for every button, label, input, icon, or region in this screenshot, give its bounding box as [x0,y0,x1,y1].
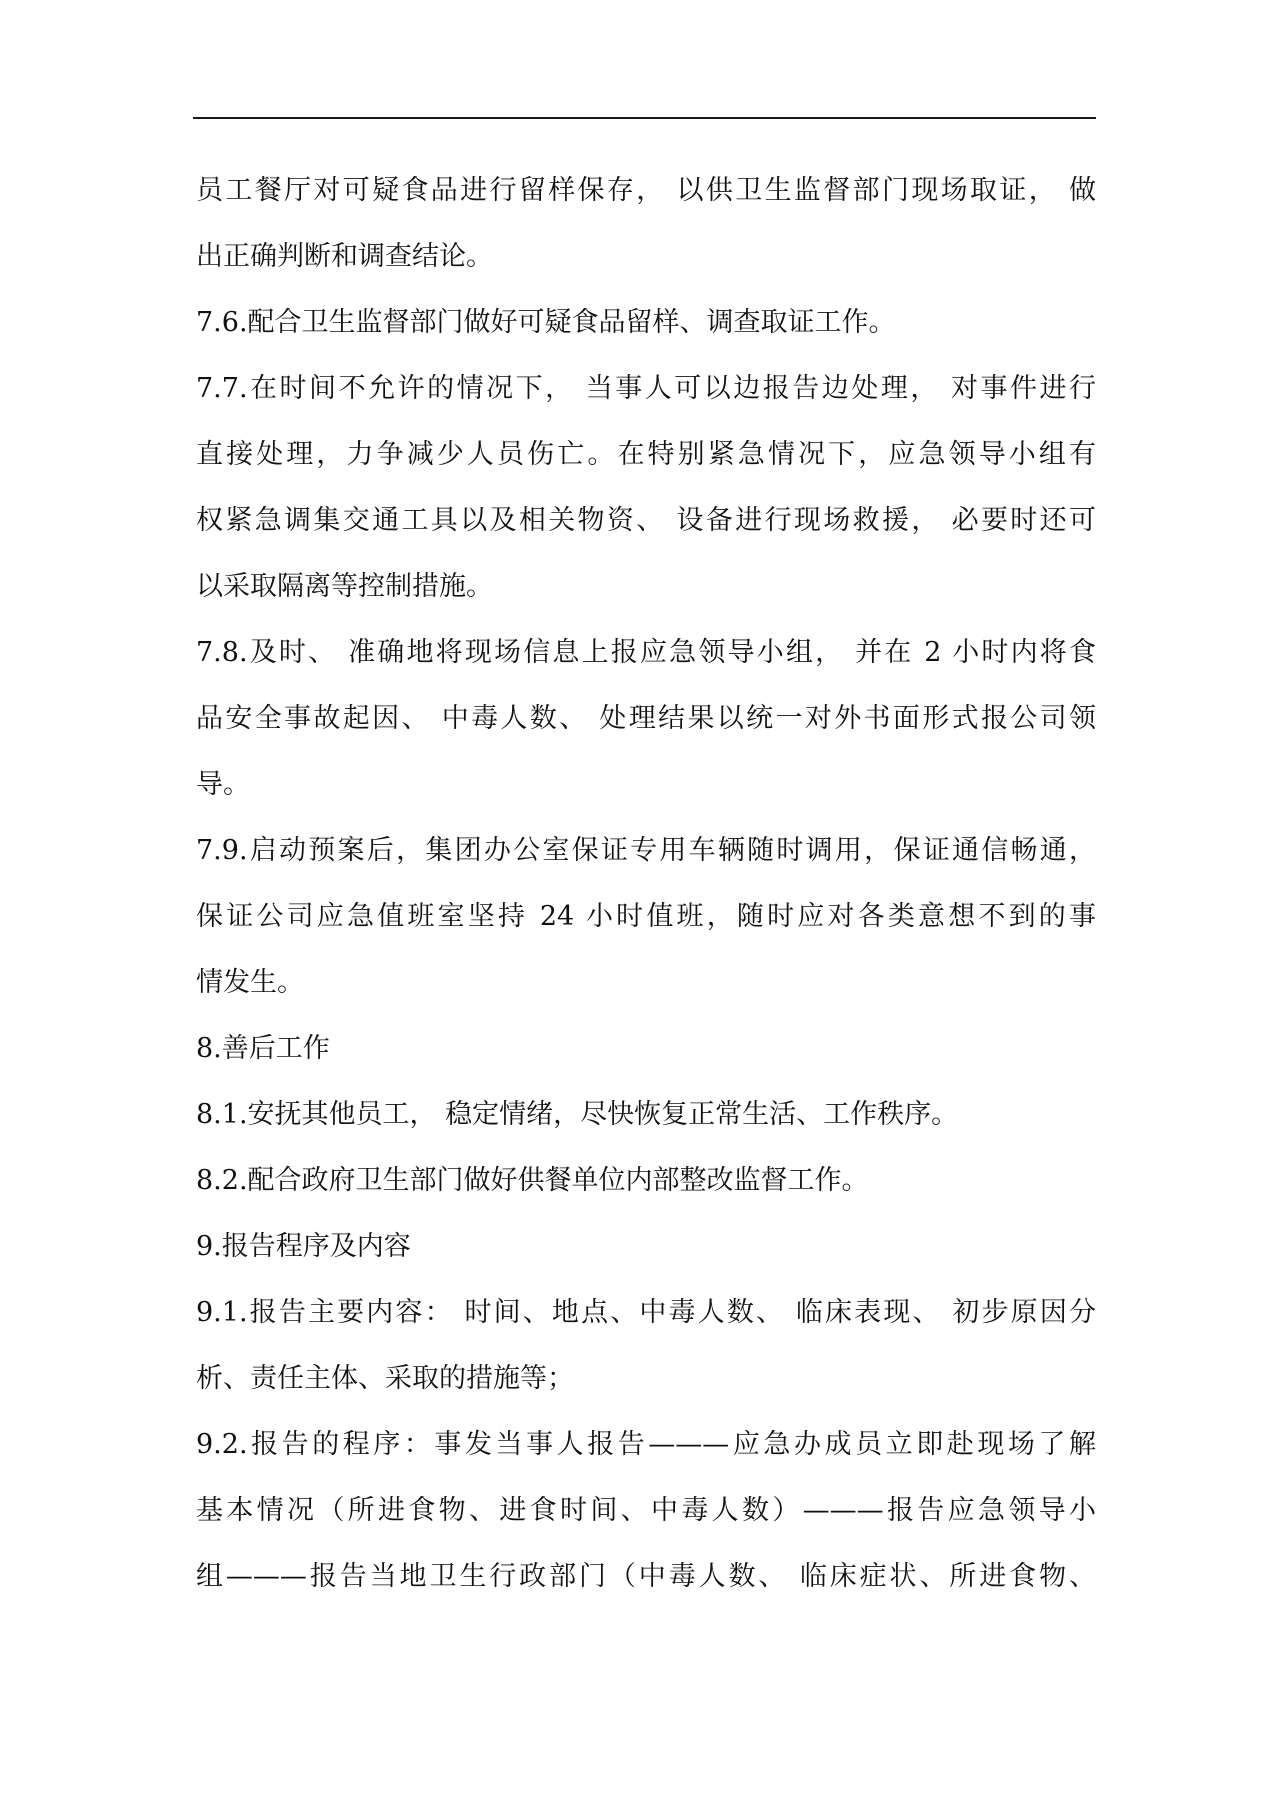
text-line: 导。 [196,769,250,800]
text-line: 出正确判断和调查结论。 [196,241,493,272]
text-line: 基本情况（所进食物、进食时间、中毒人数）———报告应急领导小 [196,1495,1096,1526]
text-line: 组———报告当地卫生行政部门（中毒人数、 临床症状、所进食物、 [196,1561,1096,1592]
text-line: 保证公司应急值班室坚持 24 小时值班，随时应对各类意想不到的事 [196,901,1096,932]
text-line: 8.1.安抚其他员工， 稳定情绪，尽快恢复正常生活、工作秩序。 [196,1099,959,1130]
text-line: 7.7.在时间不允许的情况下， 当事人可以边报告边处理， 对事件进行 [196,373,1096,404]
section-heading: 9.报告程序及内容 [196,1231,411,1262]
text-line: 8.2.配合政府卫生部门做好供餐单位内部整改监督工作。 [196,1165,869,1196]
header-divider [193,117,1096,119]
text-line: 以采取隔离等控制措施。 [196,571,493,602]
text-line: 员工餐厅对可疑食品进行留样保存， 以供卫生监督部门现场取证， 做 [196,175,1096,206]
text-line: 品安全事故起因、 中毒人数、 处理结果以统一对外书面形式报公司领 [196,703,1096,734]
section-heading: 8.善后工作 [196,1033,330,1064]
text-line: 9.1.报告主要内容： 时间、地点、中毒人数、 临床表现、 初步原因分 [196,1297,1096,1328]
text-line: 权紧急调集交通工具以及相关物资、 设备进行现场救援， 必要时还可 [196,505,1096,536]
text-line: 析、责任主体、采取的措施等； [196,1363,574,1394]
document-body [196,165,1096,1617]
text-line: 7.8.及时、 准确地将现场信息上报应急领导小组， 并在 2 小时内将食 [196,637,1096,668]
text-line: 7.6.配合卫生监督部门做好可疑食品留样、调查取证工作。 [196,307,896,338]
text-line: 情发生。 [196,967,304,998]
text-line: 9.2.报告的程序：事发当事人报告———应急办成员立即赴现场了解 [196,1429,1096,1460]
text-line: 直接处理，力争减少人员伤亡。在特别紧急情况下，应急领导小组有 [196,439,1096,470]
text-line: 7.9.启动预案后，集团办公室保证专用车辆随时调用，保证通信畅通， [196,835,1096,866]
